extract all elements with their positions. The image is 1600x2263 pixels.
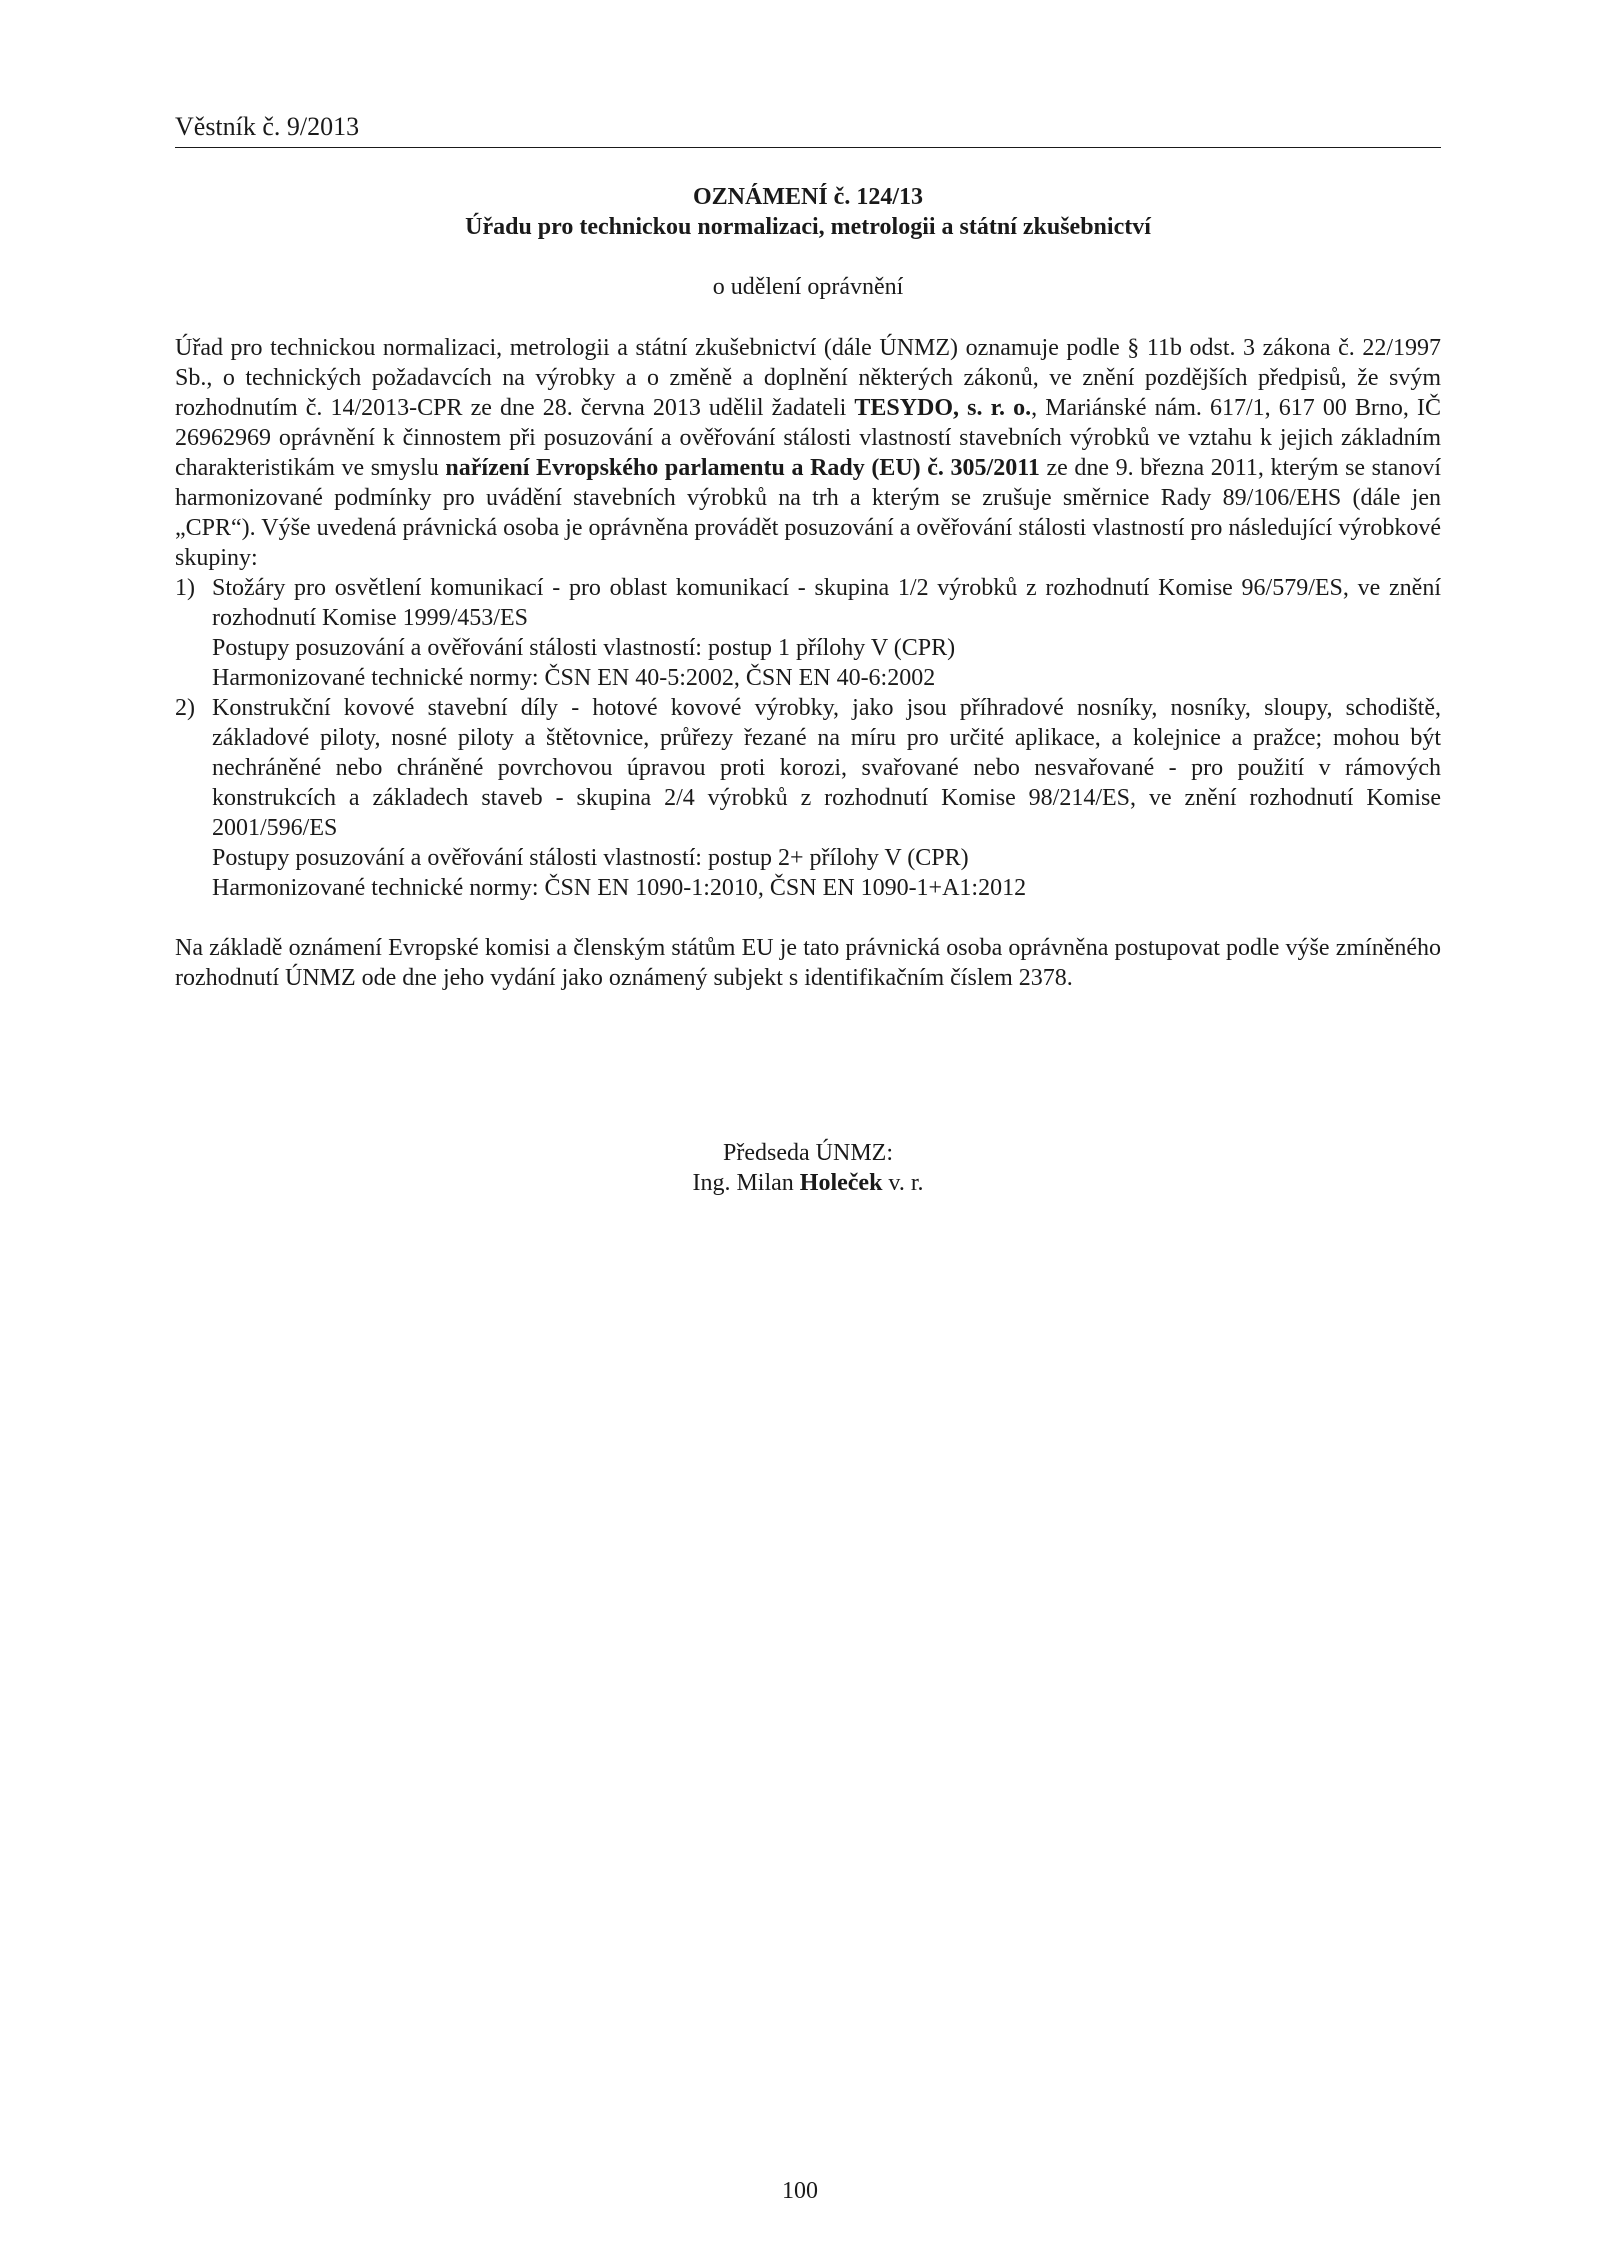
list-item-content	[212, 573, 1441, 693]
list-item-procedure: Postupy posuzování a ověřování stálosti vlastností: postup 2+ přílohy V (CPR)	[212, 845, 969, 871]
notice-subject: o udělení oprávnění	[712, 274, 904, 300]
regulation-reference: nařízení Evropského parlamentu a Rady (EU) č. 305/2011	[445, 455, 1040, 481]
signature-name-prefix: Ing. Milan	[692, 1170, 800, 1196]
notice-body	[175, 333, 1441, 903]
intro-text-3: ze dne 9. března 2011, kterým se stanoví harmonizované podmínky pro uvádění stavebních výrobků na trh a kterým se zrušuje směrnice Rady 89/106/EHS (dále jen „CPR“). Výše uvedená právnická osoba je oprávněna provádět posuzování a ověřování stálosti vlastností pro následující výrobkové skupiny:	[175, 455, 1442, 571]
product-group-list	[175, 573, 1441, 903]
list-item-description: Stožáry pro osvětlení komunikací - pro oblast komunikací - skupina 1/2 výrobků z rozhodnutí Komise 96/579/ES, ve znění rozhodnutí Komise 1999/453/ES	[212, 575, 1441, 631]
intro-paragraph	[175, 333, 1441, 573]
closing-paragraph: Na základě oznámení Evropské komisi a členským státům EU je tato právnická osoba oprávněna postupovat podle výše zmíněného rozhodnutí ÚNMZ ode dne jeho vydání jako oznámený subjekt s identifikačním číslem 2378.	[175, 935, 1441, 991]
page-number: 100	[782, 2178, 818, 2204]
header-divider	[175, 147, 1441, 148]
journal-header: Věstník č. 9/2013	[175, 112, 360, 141]
list-item-procedure: Postupy posuzování a ověřování stálosti vlastností: postup 1 přílohy V (CPR)	[212, 635, 956, 661]
list-item	[175, 573, 1441, 693]
intro-text-1: Úřad pro technickou normalizaci, metrologii a státní zkušebnictví (dále ÚNMZ) oznamuje podle § 11b odst. 3 zákona č. 22/1997 Sb., o technických požadavcích na výrobky a o změně a doplnění některých zákonů, ve znění pozdějších předpisů, že svým rozhodnutím č. 14/2013-CPR ze dne 28. června 2013 udělil žadateli	[175, 335, 1441, 421]
notice-title: OZNÁMENÍ č. 124/13	[693, 184, 923, 210]
intro-text-2: , Mariánské nám. 617/1, 617 00 Brno, IČ 26962969 oprávnění k činnostem při posuzování a ověřování stálosti vlastností stavebních výrobků ve vztahu k jejich základním charakteristikám ve smyslu	[175, 395, 1441, 481]
list-item-number: 2)	[175, 695, 195, 721]
signature-name-suffix: v. r.	[882, 1170, 924, 1196]
list-item-standards: Harmonizované technické normy: ČSN EN 40-5:2002, ČSN EN 40-6:2002	[212, 665, 936, 691]
signature-surname: Holeček	[799, 1170, 883, 1196]
notice-subtitle: Úřadu pro technickou normalizaci, metrologii a státní zkušebnictví	[465, 214, 1151, 240]
list-item-number: 1)	[175, 575, 195, 601]
applicant-name: TESYDO, s. r. o.	[854, 395, 1032, 421]
signature-name	[175, 1168, 1441, 1198]
signature-role: Předseda ÚNMZ:	[723, 1140, 893, 1166]
list-item	[175, 693, 1441, 903]
signature-block	[175, 1138, 1441, 1198]
list-item-description: Konstrukční kovové stavební díly - hotové kovové výrobky, jako jsou příhradové nosníky, nosníky, sloupy, schodiště, základové piloty, nosné piloty a štětovnice, průřezy řezané na míru pro určité aplikace, a kolejnice a pražce; mohou být nechráněné nebo chráněné povrchovou úpravou proti korozi, svařované nebo nesvařované - pro použití v rámových konstrukcích a základech staveb - skupina 2/4 výrobků z rozhodnutí Komise 98/214/ES, ve znění rozhodnutí Komise 2001/596/ES	[212, 695, 1441, 841]
list-item-content	[212, 693, 1441, 903]
list-item-standards: Harmonizované technické normy: ČSN EN 1090-1:2010, ČSN EN 1090-1+A1:2012	[212, 875, 1027, 901]
